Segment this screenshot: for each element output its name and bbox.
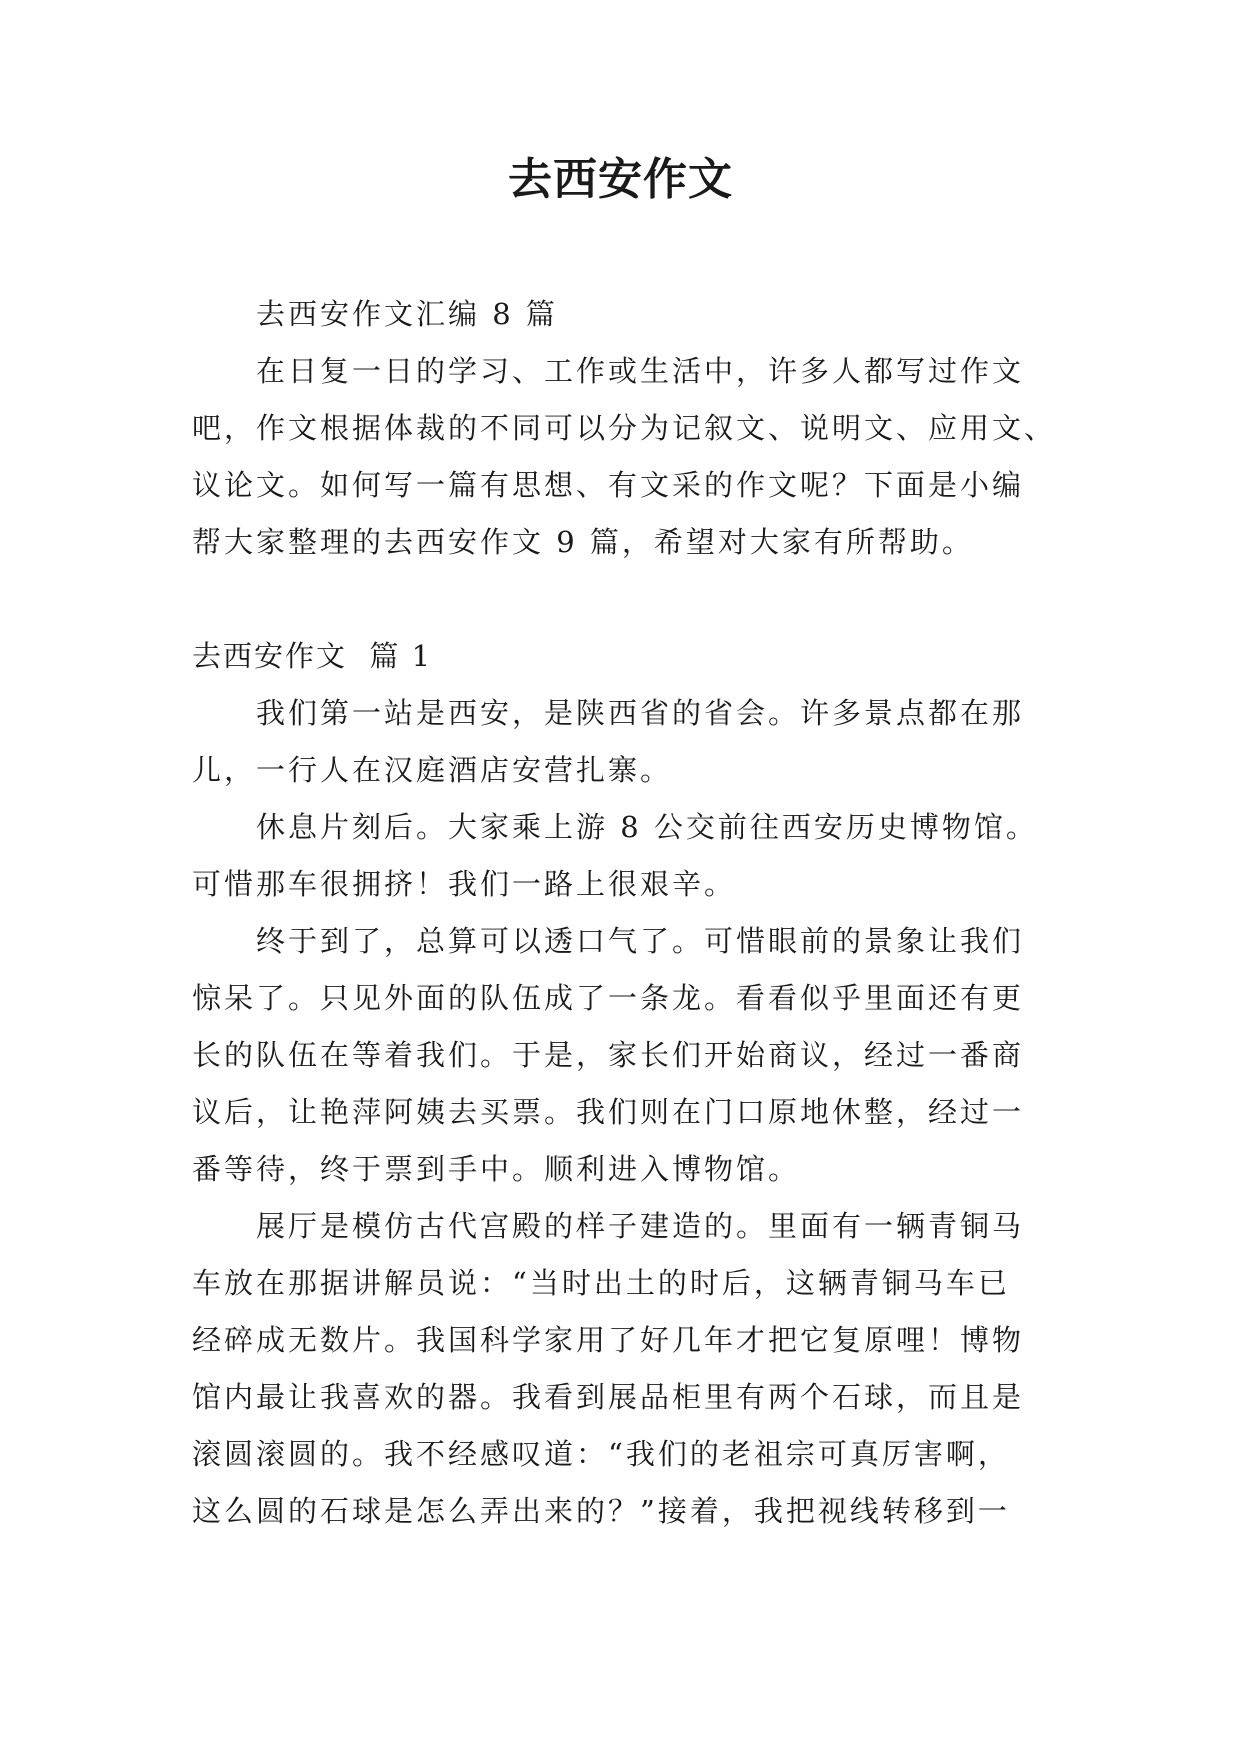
text-line: 休息片刻后。大家乘上游 8 公交前往西安历史博物馆。 xyxy=(256,810,1038,844)
section-heading xyxy=(192,628,1054,685)
text-line: 我们第一站是西安，是陕西省的省会。许多景点都在那 xyxy=(256,696,1025,730)
text-line: 滚圆滚圆的。我不经感叹道：“我们的老祖宗可真厉害啊， xyxy=(192,1437,1010,1471)
section-paragraph xyxy=(192,685,1054,799)
text-line: 长的队伍在等着我们。于是，家长们开始商议，经过一番商 xyxy=(192,1038,1025,1072)
text-line: 吧，作文根据体裁的不同可以分为记叙文、说明文、应用文、 xyxy=(192,411,1057,445)
document-title: 去西安作文 xyxy=(508,154,733,205)
text-line: 可惜那车很拥挤！我们一路上很艰辛。 xyxy=(192,867,737,901)
document-body xyxy=(192,286,1057,1540)
section-paragraph xyxy=(192,1198,1054,1540)
text-line: 经碎成无数片。我国科学家用了好几年才把它复原哩！博物 xyxy=(192,1323,1025,1357)
text-line: 番等待，终于票到手中。顺利进入博物馆。 xyxy=(192,1152,801,1186)
section-paragraph xyxy=(192,799,1054,913)
text-line: 去西安作文 篇 1 xyxy=(192,639,433,673)
text-line: 在日复一日的学习、工作或生活中，许多人都写过作文 xyxy=(256,354,1025,388)
text-line: 惊呆了。只见外面的队伍成了一条龙。看看似乎里面还有更 xyxy=(192,981,1025,1015)
section-paragraph xyxy=(192,913,1054,1198)
text-line: 儿，一行人在汉庭酒店安营扎寨。 xyxy=(192,753,673,787)
text-line: 车放在那据讲解员说：“当时出土的时后，这辆青铜马车已 xyxy=(192,1266,1010,1300)
text-line: 议论文。如何写一篇有思想、有文采的作文呢？下面是小编 xyxy=(192,468,1025,502)
text-line: 去西安作文汇编 8 篇 xyxy=(256,297,558,331)
text-line: 帮大家整理的去西安作文 9 篇，希望对大家有所帮助。 xyxy=(192,525,974,559)
text-line: 这么圆的石球是怎么弄出来的？”接着，我把视线转移到一 xyxy=(192,1494,1010,1528)
intro-paragraph xyxy=(192,343,1057,571)
text-line: 展厅是模仿古代宫殿的样子建造的。里面有一辆青铜马 xyxy=(256,1209,1025,1243)
intro-subtitle xyxy=(192,286,1054,343)
text-line: 终于到了，总算可以透口气了。可惜眼前的景象让我们 xyxy=(256,924,1025,958)
text-line: 议后，让艳萍阿姨去买票。我们则在门口原地休整，经过一 xyxy=(192,1095,1025,1129)
text-line: 馆内最让我喜欢的器。我看到展品柜里有两个石球，而且是 xyxy=(192,1380,1025,1414)
